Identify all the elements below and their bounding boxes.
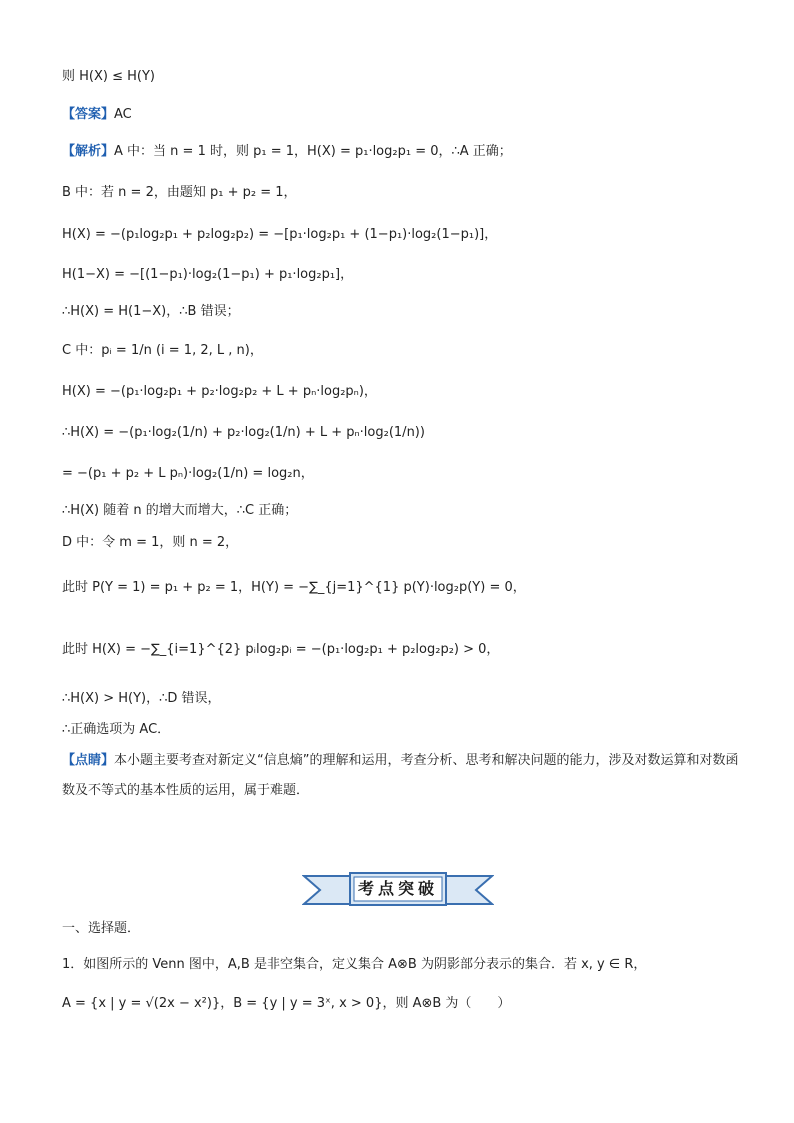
- solution-line-9: = −(p₁ + p₂ + L pₙ)·log₂(1/n) = log₂n，: [62, 466, 314, 481]
- answer-value: AC: [114, 107, 132, 122]
- comment-text: 本小题主要考查对新定义“信息熵”的理解和运用，考查分析、思考和解决问题的能力，涉及对数运算和对数函数及不等式的基本性质的运用，属于难题．: [62, 753, 739, 798]
- solution-line-0: 则 H(X) ≤ H(Y): [62, 69, 155, 84]
- solution-line-3: H(X) = −(p₁log₂p₁ + p₂log₂p₂) = −[p₁·log₂p₁ + (1−p₁)·log₂(1−p₁)]，: [62, 227, 498, 242]
- banner-title: 考点突破: [357, 879, 438, 898]
- solution-line-6: C 中：pᵢ = 1/n (i = 1, 2, L , n)，: [62, 343, 263, 358]
- solution-line-15: ∴正确选项为 AC．: [62, 722, 171, 737]
- solution-line-4: H(1−X) = −[(1−p₁)·log₂(1−p₁) + p₁·log₂p₁]，: [62, 267, 354, 282]
- analysis-tag: 【解析】: [62, 144, 115, 159]
- comment-paragraph: [62, 746, 740, 806]
- analysis-row: [62, 143, 512, 161]
- section-heading: 一、选择题．: [62, 921, 141, 936]
- solution-line-11: D 中：令 m = 1，则 n = 2，: [62, 535, 239, 550]
- answer-row: [62, 106, 132, 124]
- solution-line-7: H(X) = −(p₁·log₂p₁ + p₂·log₂p₂ + L + pₙ·log₂pₙ)，: [62, 384, 377, 399]
- answer-tag: 【答案】: [62, 107, 115, 122]
- solution-line-1: A 中：当 n = 1 时，则 p₁ = 1，H(X) = p₁·log₂p₁ = 0，∴A 正确；: [114, 144, 512, 159]
- comment-tag: 【点睛】: [62, 753, 115, 768]
- solution-line-10: ∴H(X) 随着 n 的增大而增大，∴C 正确；: [62, 503, 298, 518]
- question-1-line-2: A = {x | y = √(2x − x²)}，B = {y | y = 3ˣ, x > 0}，则 A⊗B 为（ ）: [62, 996, 511, 1011]
- solution-line-13: 此时 H(X) = −∑_{i=1}^{2} pᵢlog₂pᵢ = −(p₁·log₂p₁ + p₂log₂p₂) > 0，: [62, 642, 500, 657]
- solution-line-12: 此时 P(Y = 1) = p₁ + p₂ = 1，H(Y) = −∑_{j=1}^{1} p(Y)·log₂p(Y) = 0，: [62, 580, 526, 595]
- solution-line-14: ∴H(X) > H(Y)，∴D 错误，: [62, 691, 221, 706]
- solution-line-2: B 中：若 n = 2，由题知 p₁ + p₂ = 1，: [62, 185, 297, 200]
- question-1-line-1: 1．如图所示的 Venn 图中，A,B 是非空集合，定义集合 A⊗B 为阴影部分表示的集合．若 x, y ∈ R，: [62, 957, 647, 972]
- solution-line-8: ∴H(X) = −(p₁·log₂(1/n) + p₂·log₂(1/n) + L + pₙ·log₂(1/n)): [62, 425, 425, 440]
- solution-line-5: ∴H(X) = H(1−X)，∴B 错误；: [62, 304, 240, 319]
